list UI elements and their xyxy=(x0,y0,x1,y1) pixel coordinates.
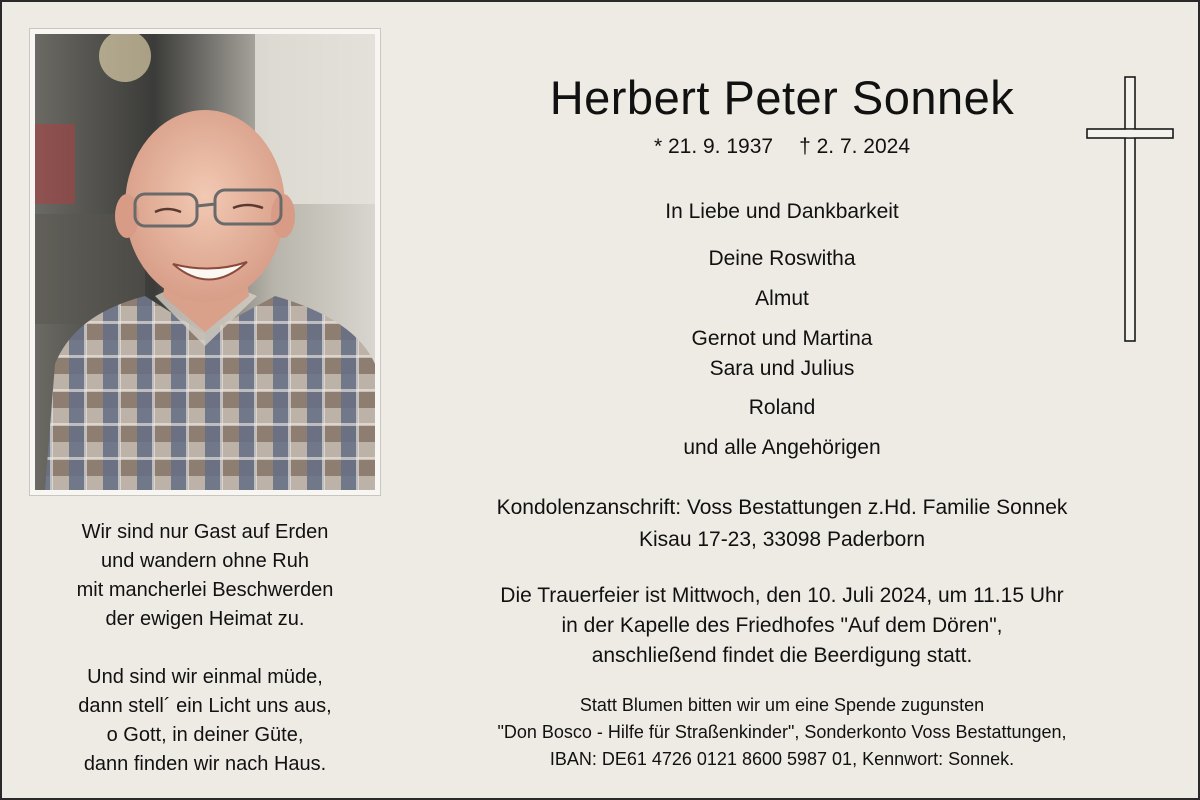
poem xyxy=(22,518,388,779)
ceremony-info xyxy=(392,581,1172,671)
poem-stanza xyxy=(22,663,388,779)
family-member: Almut xyxy=(755,287,809,310)
family-member: und alle Angehörigen xyxy=(683,436,881,459)
address-line: Kisau 17-23, 33098 Paderborn xyxy=(638,528,926,551)
poem-line: und wandern ohne Ruh xyxy=(101,550,309,572)
donation-line: Statt Blumen bitten wir um eine Spende zugunsten xyxy=(579,695,985,715)
portrait-photo xyxy=(35,34,375,490)
death-date: † 2. 7. 2024 xyxy=(799,135,911,158)
life-dates xyxy=(392,133,1172,161)
poem-line: o Gott, in deiner Güte, xyxy=(106,724,304,746)
poem-line: Wir sind nur Gast auf Erden xyxy=(81,521,329,543)
ceremony-line: Die Trauerfeier ist Mittwoch, den 10. Juli 2024, um 11.15 Uhr xyxy=(500,584,1064,607)
ceremony-line: in der Kapelle des Friedhofes "Auf dem Dören", xyxy=(561,614,1003,637)
poem-line: dann finden wir nach Haus. xyxy=(83,753,327,775)
poem-line: dann stell´ ein Licht uns aus, xyxy=(78,695,332,717)
latin-cross-icon xyxy=(1086,76,1174,342)
poem-line: Und sind wir einmal müde, xyxy=(87,666,323,688)
condolence-address xyxy=(392,492,1172,556)
portrait-frame xyxy=(29,28,381,496)
poem-line: mit mancherlei Beschwerden xyxy=(76,579,334,601)
poem-line: der ewigen Heimat zu. xyxy=(105,608,305,630)
family-member: Deine Roswitha xyxy=(708,247,856,270)
family-member: Sara und Julius xyxy=(709,357,855,380)
donation-line: IBAN: DE61 4726 0121 8600 5987 01, Kennwort: Sonnek. xyxy=(549,749,1015,769)
poem-stanza xyxy=(22,518,388,634)
address-line: Kondolenzanschrift: Voss Bestattungen z.Hd. Familie Sonnek xyxy=(496,496,1068,519)
donation-info xyxy=(392,692,1172,773)
birth-date: * 21. 9. 1937 xyxy=(653,135,774,158)
donation-line: "Don Bosco - Hilfe für Straßenkinder", Sonderkonto Voss Bestattungen, xyxy=(497,722,1067,742)
family-member: Roland xyxy=(748,396,816,419)
family-list xyxy=(392,244,1172,473)
deceased-name: Herbert Peter Sonnek xyxy=(549,71,1015,124)
family-group xyxy=(392,324,1172,384)
ceremony-line: anschließend findet die Beerdigung statt. xyxy=(591,644,973,667)
dedication: In Liebe und Dankbarkeit xyxy=(665,200,899,223)
family-member: Gernot und Martina xyxy=(691,327,873,350)
